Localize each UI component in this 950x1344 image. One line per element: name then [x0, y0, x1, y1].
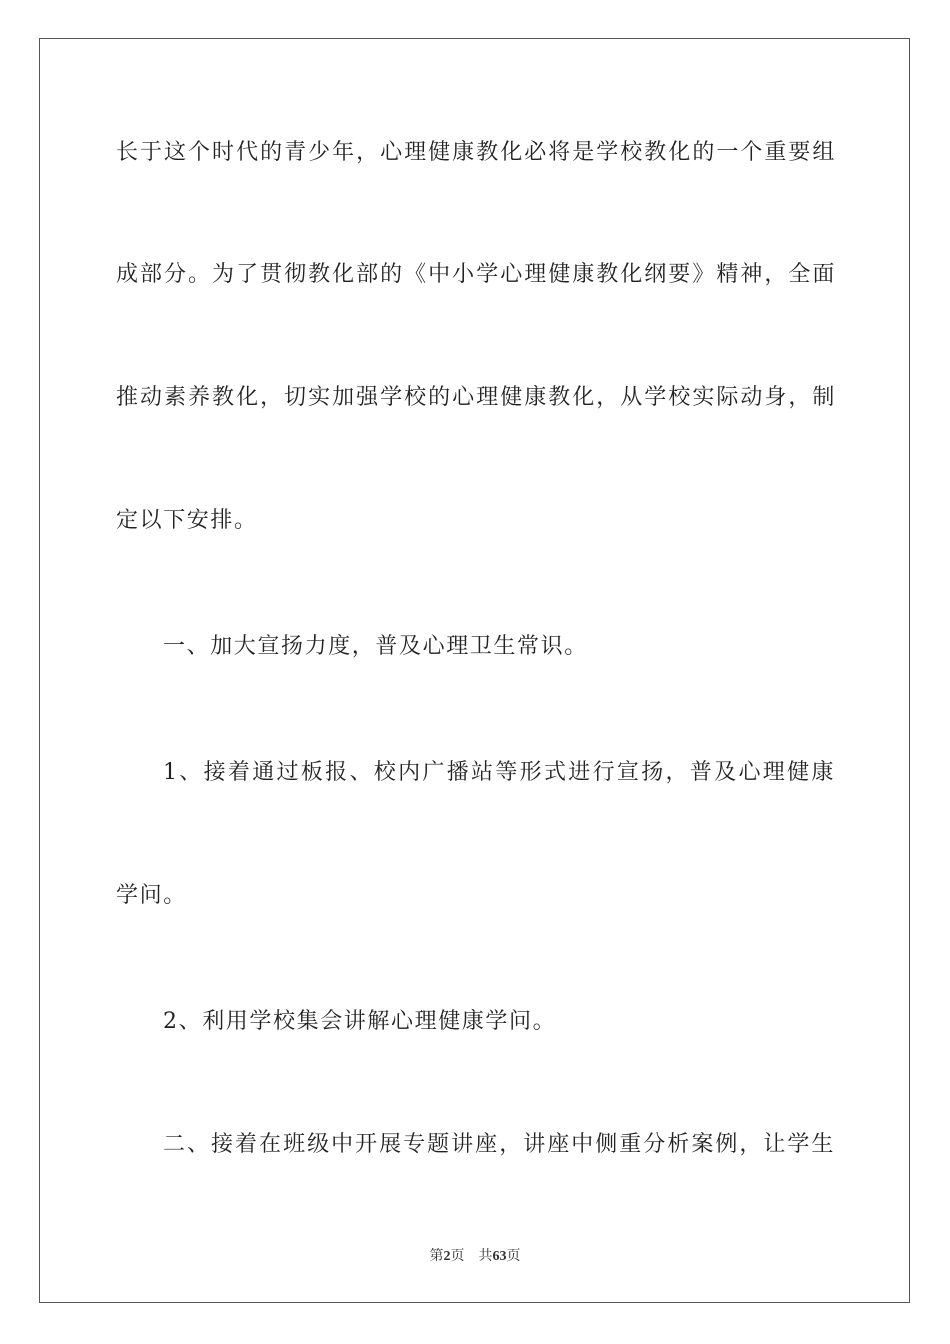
- page-number: 2: [443, 1249, 451, 1264]
- section-heading: 二、接着在班级中开展专题讲座，讲座中侧重分析案例，让学生: [163, 1132, 835, 1157]
- total-prefix: 共: [478, 1248, 493, 1264]
- page-border: [39, 38, 910, 1303]
- body-line: 成部分。为了贯彻教化部的《中小学心理健康教化纲要》精神，全面: [116, 262, 836, 287]
- page-footer: [0, 1246, 950, 1267]
- list-item: 1、接着通过板报、校内广播站等形式进行宣扬，普及心理健康: [163, 760, 835, 785]
- body-line: 长于这个时代的青少年，心理健康教化必将是学校教化的一个重要组: [116, 140, 836, 165]
- body-line: 推动素养教化，切实加强学校的心理健康教化，从学校实际动身，制: [116, 385, 836, 410]
- list-item: 2、利用学校集会讲解心理健康学问。: [163, 1009, 557, 1034]
- total-pages: 63: [492, 1249, 507, 1264]
- body-line: 学问。: [116, 883, 187, 908]
- section-heading: 一、加大宣扬力度，普及心理卫生常识。: [163, 634, 588, 659]
- total-suffix: 页: [506, 1248, 521, 1264]
- body-line: 定以下安排。: [116, 508, 258, 533]
- page-suffix: 页: [450, 1248, 465, 1264]
- page-prefix: 第: [429, 1248, 444, 1264]
